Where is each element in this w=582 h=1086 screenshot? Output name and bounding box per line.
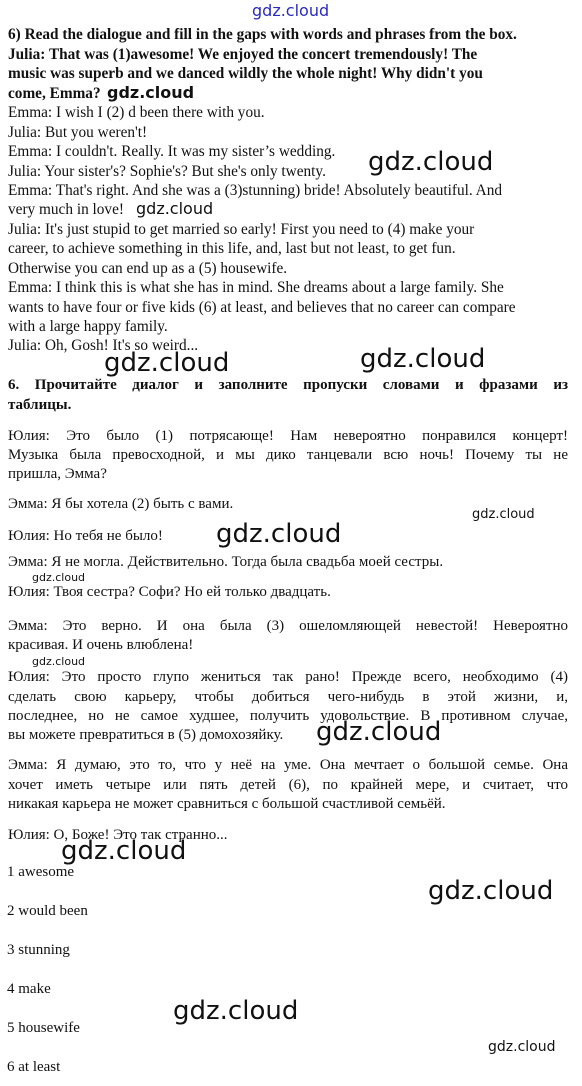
- answer-item: 2 would been: [7, 903, 88, 919]
- dialogue-line: красивая. И очень влюблена!: [8, 637, 194, 653]
- dialogue-line: пришла, Эмма?: [8, 466, 107, 482]
- answer-item: 5 housewife: [7, 1020, 80, 1036]
- dialogue-line: Юлия: Но тебя не было!: [8, 528, 163, 544]
- watermark: gdz.cloud: [472, 507, 535, 522]
- watermark: gdz.cloud: [428, 876, 554, 906]
- dialogue-line: Julia: That was (1)awesome! We enjoyed the concert tremendously! The: [8, 46, 478, 63]
- task-heading-ru: 6. Прочитайте диалог и заполните пропуски словами и фразами из: [8, 377, 568, 393]
- watermark: gdz.cloud: [488, 1039, 556, 1055]
- answer-item: 3 stunning: [7, 942, 70, 958]
- dialogue-line: Julia: But you weren't!: [8, 124, 148, 141]
- dialogue-line: music was superb and we danced wildly the whole night! Why didn't you: [8, 65, 483, 82]
- dialogue-line: wants to have four or five kids (6) at least, and believes that no career can compare: [8, 299, 516, 316]
- watermark: gdz.cloud: [316, 717, 442, 747]
- dialogue-line: very much in love!: [8, 201, 124, 218]
- watermark: gdz.cloud: [61, 836, 187, 866]
- dialogue-line: вы можете превратиться в (5) домохозяйку.: [8, 727, 284, 743]
- task-heading-ru: таблицы.: [8, 397, 72, 413]
- answer-item: 4 make: [7, 981, 51, 997]
- watermark-top: gdz.cloud: [252, 1, 330, 20]
- dialogue-line: последнее, но не самое худшее, получить удовольствие. В противном случае,: [8, 708, 568, 724]
- dialogue-line: career, to achieve something in this life, and, last but not least, to get fun.: [8, 240, 456, 257]
- dialogue-line: Юлия: Это просто глупо жениться так рано! Прежде всего, необходимо (4): [8, 669, 568, 685]
- dialogue-line: Emma: That's right. And she was a (3)stunning) bride! Absolutely beautiful. And: [8, 182, 503, 199]
- watermark: gdz.cloud: [107, 83, 195, 102]
- dialogue-line: Юлия: О, Боже! Это так странно...: [8, 827, 228, 843]
- dialogue-line: with a large happy family.: [8, 318, 168, 335]
- watermark: gdz.cloud: [360, 344, 486, 374]
- dialogue-line: Emma: I think this is what she has in mind. She dreams about a large family. She: [8, 279, 504, 296]
- dialogue-line: Эмма: Я не могла. Действительно. Тогда была свадьба моей сестры.: [8, 554, 444, 570]
- dialogue-line: сделать свою карьеру, чтобы добиться чего-нибудь в этой жизни, и,: [8, 689, 568, 705]
- watermark: gdz.cloud: [104, 348, 230, 378]
- task-heading-en: 6) Read the dialogue and fill in the gaps with words and phrases from the box.: [8, 26, 517, 43]
- dialogue-line: Otherwise you can end up as a (5) housewife.: [8, 260, 288, 277]
- watermark: gdz.cloud: [368, 147, 494, 177]
- watermark: gdz.cloud: [136, 199, 214, 218]
- dialogue-line: Emma: I wish I (2) d been there with you.: [8, 104, 265, 121]
- watermark: gdz.cloud: [216, 519, 342, 549]
- dialogue-line: Эмма: Я бы хотела (2) быть с вами.: [8, 496, 234, 512]
- dialogue-line: Эмма: Я думаю, это то, что у неё на уме. Она мечтает о большой семье. Она: [8, 757, 568, 773]
- answer-item: 1 awesome: [7, 864, 75, 880]
- watermark: gdz.cloud: [32, 571, 86, 584]
- dialogue-line: Emma: I couldn't. Really. It was my sister’s wedding.: [8, 143, 336, 160]
- watermark: gdz.cloud: [32, 655, 86, 668]
- watermark: gdz.cloud: [173, 996, 299, 1026]
- dialogue-line: Юлия: Это было (1) потрясающе! Нам невероятно понравился концерт!: [8, 428, 568, 444]
- dialogue-line: Эмма: Это верно. И она была (3) ошеломляющей невестой! Невероятно: [8, 618, 568, 634]
- dialogue-line: хочет иметь четыре или пять детей (6), по крайней мере, и считает, что: [8, 777, 568, 793]
- dialogue-line: никакая карьера не может сравниться с большой счастливой семьёй.: [8, 796, 446, 812]
- dialogue-line: Юлия: Твоя сестра? Софи? Но ей только двадцать.: [8, 584, 331, 600]
- dialogue-line: Музыка была превосходной, и мы дико танцевали всю ночь! Почему ты не: [8, 447, 568, 463]
- dialogue-line: Julia: Oh, Gosh! It's so weird...: [8, 337, 199, 354]
- dialogue-line: Julia: Your sister's? Sophie's? But she's only twenty.: [8, 163, 326, 180]
- dialogue-line: come, Emma?: [8, 85, 101, 102]
- dialogue-line: Julia: It's just stupid to get married so early! First you need to (4) make your: [8, 221, 475, 238]
- answer-item: 6 at least: [7, 1059, 61, 1075]
